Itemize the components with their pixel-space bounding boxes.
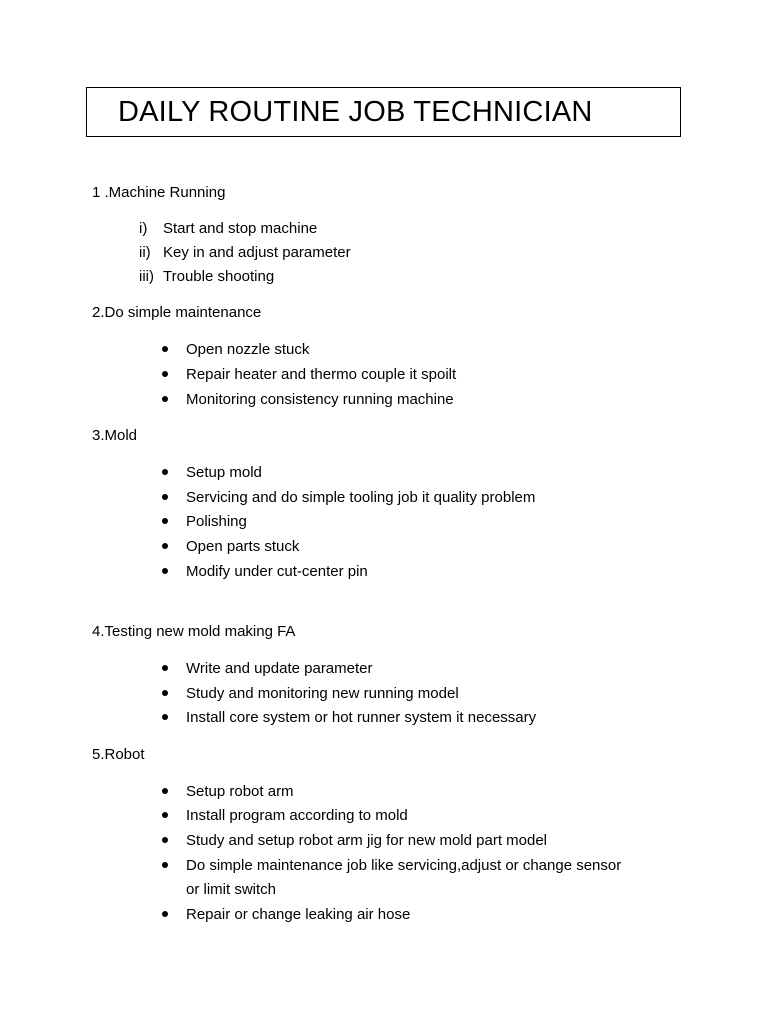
list-item-text-continuation: or limit switch [186, 881, 277, 898]
document-title: DAILY ROUTINE JOB TECHNICIAN [118, 96, 593, 128]
list-marker: i) [139, 220, 148, 237]
section-heading-simple-maintenance: 2.Do simple maintenance [92, 304, 262, 321]
bullet-icon [162, 346, 168, 352]
section-heading-robot: 5.Robot [92, 746, 145, 763]
bullet-icon [162, 837, 168, 843]
section-heading-testing-new-mold: 4.Testing new mold making FA [92, 623, 296, 640]
bullet-icon [162, 714, 168, 720]
list-item-text: Do simple maintenance job like servicing,adjust or change sensor [186, 857, 622, 874]
list-item-text: Repair or change leaking air hose [186, 906, 411, 923]
list-item-text: Install program according to mold [186, 807, 408, 824]
list-item-text: Open nozzle stuck [186, 341, 310, 358]
list-item-text: Repair heater and thermo couple it spoilt [186, 366, 457, 383]
bullet-icon [162, 494, 168, 500]
bullet-icon [162, 788, 168, 794]
section-heading-machine-running: 1 .Machine Running [92, 184, 226, 201]
list-item [139, 267, 274, 287]
section-heading-mold: 3.Mold [92, 427, 138, 444]
bullet-icon [162, 371, 168, 377]
list-item-text: Monitoring consistency running machine [186, 391, 454, 408]
list-item-text: Key in and adjust parameter [163, 244, 351, 261]
bullet-icon [162, 396, 168, 402]
list-item [139, 219, 317, 239]
list-item-text: Setup robot arm [186, 783, 294, 800]
bullet-icon [162, 812, 168, 818]
bullet-icon [162, 911, 168, 917]
list-marker: iii) [139, 268, 154, 285]
list-item-text: Install core system or hot runner system it necessary [186, 709, 537, 726]
bullet-icon [162, 665, 168, 671]
list-item-text: Start and stop machine [163, 220, 318, 237]
list-item-text: Modify under cut-center pin [186, 563, 368, 580]
bullet-icon [162, 518, 168, 524]
list-item-text: Servicing and do simple tooling job it quality problem [186, 489, 536, 506]
list-item-text: Study and monitoring new running model [186, 685, 459, 702]
bullet-icon [162, 543, 168, 549]
list-marker: ii) [139, 244, 151, 261]
list-item-text: Open parts stuck [186, 538, 300, 555]
bullet-icon [162, 862, 168, 868]
list-item-text: Trouble shooting [163, 268, 275, 285]
list-item [139, 243, 351, 263]
list-item-text: Study and setup robot arm jig for new mold part model [186, 832, 548, 849]
bullet-icon [162, 690, 168, 696]
list-item-text: Write and update parameter [186, 660, 373, 677]
list-item-text: Setup mold [186, 464, 262, 481]
list-item-text: Polishing [186, 513, 247, 530]
bullet-icon [162, 568, 168, 574]
title-box [86, 87, 681, 137]
bullet-icon [162, 469, 168, 475]
